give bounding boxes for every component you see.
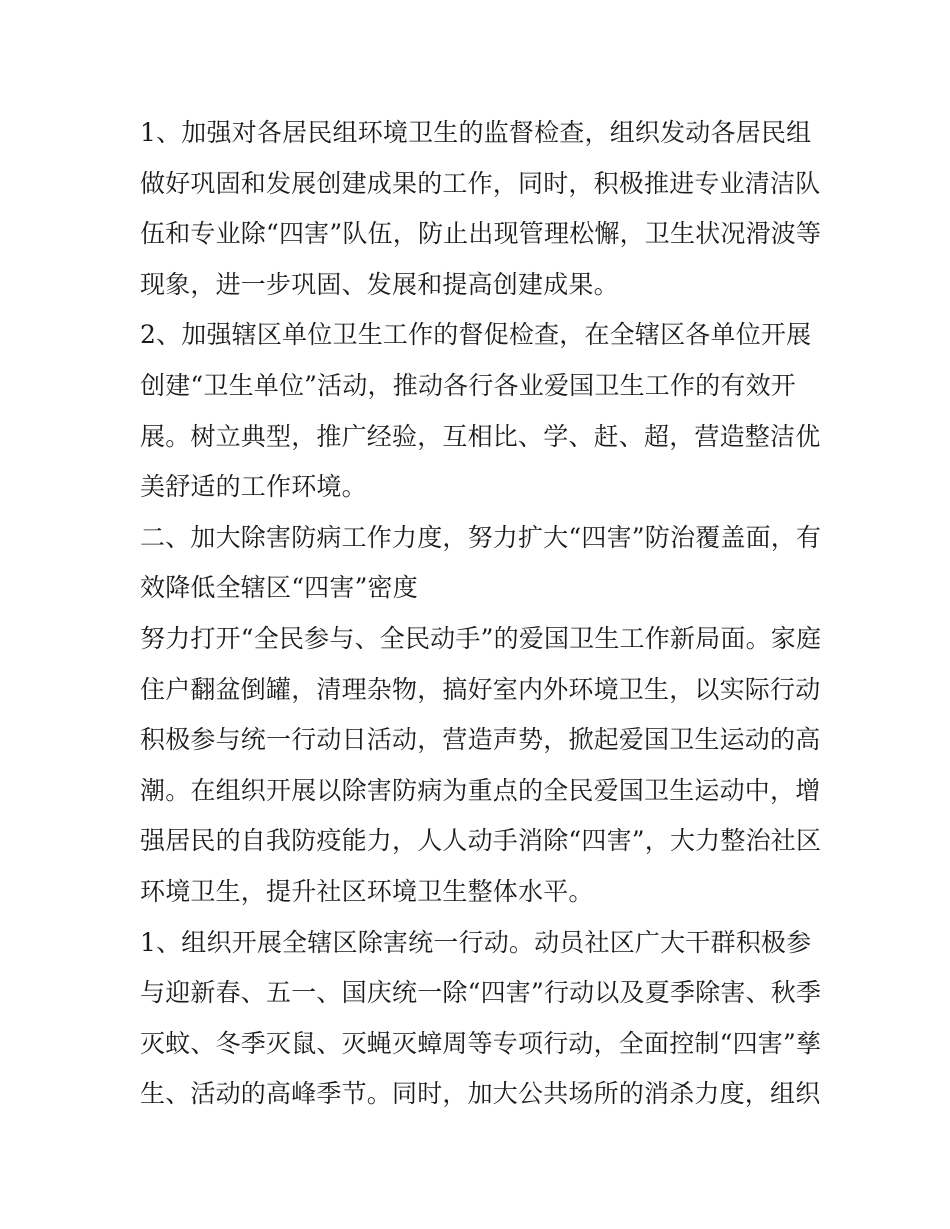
text-line: 灭蚊、冬季灭鼠、灭蝇灭蟑周等专项行动，全面控制“四害”孳 [140, 1028, 822, 1058]
text-line: 生、活动的高峰季节。同时，加大公共场所的消杀力度，组织 [140, 1079, 821, 1109]
document-body [140, 108, 820, 1120]
section-heading-line: 二、加大除害防病工作力度，努力扩大“四害”防治覆盖面，有 [140, 522, 822, 552]
text-line: 做好巩固和发展创建成果的工作，同时，积极推进专业清洁队 [140, 168, 821, 198]
text-line: 展。树立典型，推广经验，互相比、学、赶、超，营造整洁优 [140, 421, 821, 451]
text-line: 1、组织开展全辖区除害统一行动。动员社区广大干群积极参 [140, 927, 812, 957]
text-line: 积极参与统一行动日活动，营造声势，掀起爱国卫生运动的高 [140, 725, 821, 755]
text-line: 强居民的自我防疫能力，人人动手消除“四害”，大力整治社区 [140, 826, 822, 856]
text-line: 住户翻盆倒罐，清理杂物，搞好室内外环境卫生，以实际行动 [140, 674, 821, 704]
text-line: 努力打开“全民参与、全民动手”的爱国卫生工作新局面。家庭 [140, 623, 822, 653]
section-heading-line: 效降低全辖区“四害”密度 [140, 573, 418, 603]
text-line: 与迎新春、五一、国庆统一除“四害”行动以及夏季除害、秋季 [140, 978, 822, 1008]
text-line: 伍和专业除“四害”队伍，防止出现管理松懈，卫生状况滑波等 [140, 219, 822, 249]
text-line: 现象，进一步巩固、发展和提高创建成果。 [140, 269, 619, 299]
text-line: 潮。在组织开展以除害防病为重点的全民爱国卫生运动中，增 [140, 775, 821, 805]
text-line: 2、加强辖区单位卫生工作的督促检查，在全辖区各单位开展 [140, 320, 812, 350]
text-line: 环境卫生，提升社区环境卫生整体水平。 [140, 876, 594, 906]
text-line: 1、加强对各居民组环境卫生的监督检查，组织发动各居民组 [140, 118, 812, 147]
text-line: 美舒适的工作环境。 [140, 472, 367, 502]
text-line: 创建“卫生单位”活动，推动各行各业爱国卫生工作的有效开 [140, 370, 796, 400]
